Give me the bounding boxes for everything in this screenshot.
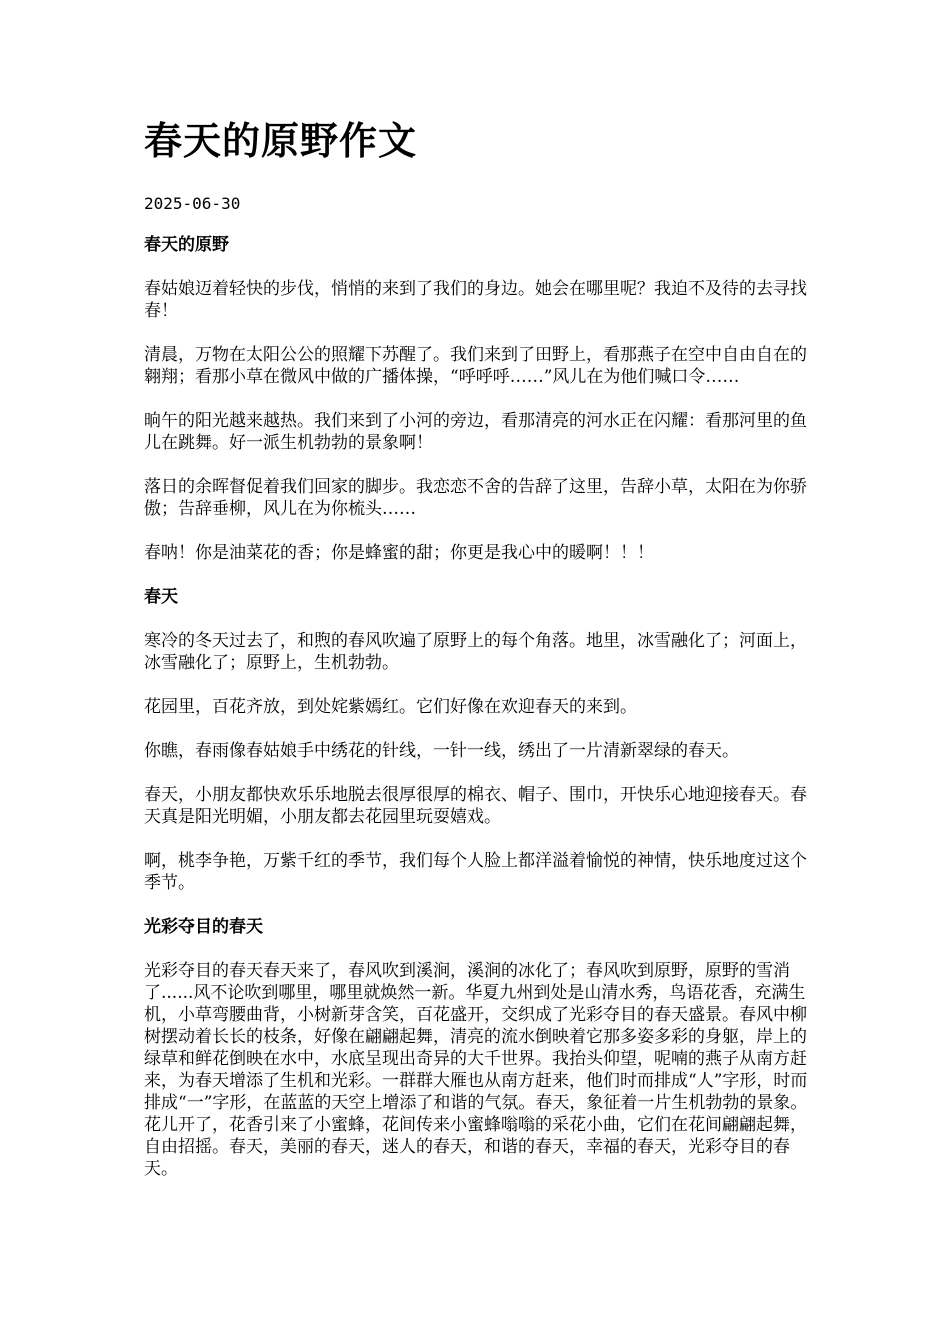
section-heading: 春天 bbox=[144, 587, 178, 607]
paragraph: 花园里，百花齐放，到处姹紫嫣红。它们好像在欢迎春天的来到。 bbox=[144, 697, 637, 717]
paragraph: 春姑娘迈着轻快的步伐，悄悄的来到了我们的身边。她会在哪里呢？我迫不及待的去寻找春！ bbox=[144, 279, 807, 321]
paragraph: 啊，桃李争艳，万紫千红的季节，我们每个人脸上都洋溢着愉悦的神情，快乐地度过这个季节。 bbox=[144, 851, 807, 893]
section-heading: 光彩夺目的春天 bbox=[144, 917, 263, 937]
section-heading: 春天的原野 bbox=[144, 235, 229, 255]
section-spring-field bbox=[144, 234, 820, 564]
paragraph: 你瞧，春雨像春姑娘手中绣花的针线，一针一线，绣出了一片清新翠绿的春天。 bbox=[144, 741, 739, 761]
section-dazzling-spring bbox=[144, 916, 820, 1180]
paragraph: 寒冷的冬天过去了，和煦的春风吹遍了原野上的每个角落。地里，冰雪融化了；河面上，冰雪融化了；原野上，生机勃勃。 bbox=[144, 631, 807, 673]
paragraph: 落日的余晖督促着我们回家的脚步。我恋恋不舍的告辞了这里，告辞小草，太阳在为你骄傲；告辞垂柳，风儿在为你梳头…… bbox=[144, 477, 807, 519]
paragraph: 春天，小朋友都快欢乐乐地脱去很厚很厚的棉衣、帽子、围巾，开快乐心地迎接春天。春天真是阳光明媚，小朋友都去花园里玩耍嬉戏。 bbox=[144, 785, 807, 827]
publish-date: 2025-06-30 bbox=[144, 194, 241, 213]
paragraph: 晌午的阳光越来越热。我们来到了小河的旁边，看那清亮的河水正在闪耀：看那河里的鱼儿在跳舞。好一派生机勃勃的景象啊！ bbox=[144, 411, 807, 453]
page-title: 春天的原野作文 bbox=[144, 118, 418, 163]
paragraph: 春呐！你是油菜花的香；你是蜂蜜的甜；你更是我心中的暖啊！！！ bbox=[144, 543, 654, 563]
paragraph: 清晨，万物在太阳公公的照耀下苏醒了。我们来到了田野上，看那燕子在空中自由自在的翱翔；看那小草在微风中做的广播体操，“呼呼呼……”风儿在为他们喊口令…… bbox=[144, 345, 807, 387]
paragraph: 光彩夺目的春天春天来了，春风吹到溪涧，溪涧的冰化了；春风吹到原野，原野的雪消了......风不论吹到哪里，哪里就焕然一新。华夏九州到处是山清水秀，鸟语花香，充满生机，小草弯腰曲背，小树新芽含笑，百花盛开，交织成了光彩夺目的春天盛景。春风中柳树摆动着长长的枝条，好像在翩翩起舞，清亮的流水倒映着它那多姿多彩的身躯，岸上的绿草和鲜花倒映在水中，水底呈现出奇异的大千世界。我抬头仰望，呢喃的燕子从南方赶来，为春天增添了生机和光彩。一群群大雁也从南方赶来，他们时而排成“人”字形，时而排成“一”字形，在蓝蓝的天空上增添了和谐的气氛。春天，象征着一片生机勃勃的景象。花儿开了，花香引来了小蜜蜂，花间传来小蜜蜂嗡嗡的采花小曲，它们在花间翩翩起舞，自由招摇。春天，美丽的春天，迷人的春天，和谐的春天，幸福的春天，光彩夺目的春天。 bbox=[144, 961, 808, 1179]
section-spring bbox=[144, 586, 820, 894]
